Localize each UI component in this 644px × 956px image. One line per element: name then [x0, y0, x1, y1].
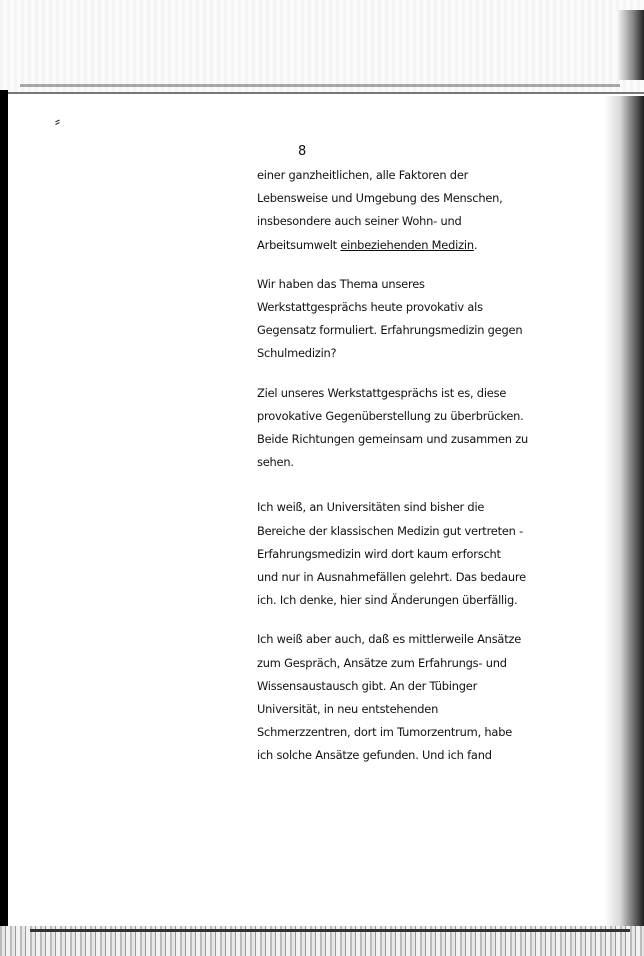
pen-mark-icon: ⸗	[55, 112, 60, 130]
paragraph-5	[257, 628, 529, 767]
text-line: Gegensatz formuliert. Erfahrungsmedizin gegen	[257, 323, 523, 338]
text-line: Schulmedizin?	[257, 346, 337, 361]
paragraph-1	[257, 164, 529, 257]
text-line: Beide Richtungen gemeinsam und zusammen zu	[257, 432, 528, 447]
scan-right-edge	[604, 96, 644, 936]
text-line: provokative Gegenüberstellung zu überbrücken.	[257, 408, 524, 423]
text-line: Universität, in neu entstehenden	[257, 702, 439, 717]
text-line: Erfahrungsmedizin wird dort kaum erforscht	[257, 546, 501, 561]
text-line: Ich weiß, an Universitäten sind bisher die	[257, 500, 485, 515]
text-line: einer ganzheitlichen, alle Faktoren der	[257, 168, 469, 182]
text-line: Wissensaustausch gibt. An der Tübinger	[257, 678, 478, 693]
paragraph-2	[257, 273, 529, 366]
text-line: ich. Ich denke, hier sind Änderungen überfällig.	[257, 593, 518, 608]
scan-top-line	[20, 84, 620, 87]
text-line: Schmerzzentren, dort im Tumorzentrum, habe	[257, 725, 513, 740]
text-line: Werkstattgesprächs heute provokativ als	[257, 300, 483, 315]
scan-left-edge	[0, 90, 8, 956]
text-line: Ich weiß aber auch, daß es mittlerweile Ansätze	[257, 632, 522, 647]
scan-top-edge	[0, 0, 644, 94]
text-line: ich solche Ansätze gefunden. Und ich fand	[257, 748, 492, 763]
text-line: Lebensweise und Umgebung des Menschen,	[257, 191, 503, 206]
text-line-suffix: .	[473, 237, 478, 252]
scan-right-corner	[616, 10, 644, 80]
text-line: sehen.	[257, 455, 294, 470]
document-body	[257, 164, 529, 784]
text-line: Ziel unseres Werkstattgesprächs ist es, diese	[257, 385, 507, 400]
text-line-prefix: Arbeitsumwelt	[257, 237, 341, 252]
page-number: 8	[298, 144, 307, 159]
paragraph-4	[257, 496, 529, 612]
scan-bottom-line	[30, 929, 630, 932]
text-line: zum Gespräch, Ansätze zum Erfahrungs- und	[257, 655, 507, 670]
text-line	[257, 234, 529, 257]
text-line: und nur in Ausnahmefällen gelehrt. Das bedaure	[257, 570, 526, 585]
paragraph-3	[257, 382, 529, 475]
text-line: insbesondere auch seiner Wohn- und	[257, 214, 462, 229]
text-line: Wir haben das Thema unseres	[257, 276, 425, 291]
underlined-phrase: einbeziehenden Medizin	[340, 237, 474, 252]
text-line: Bereiche der klassischen Medizin gut vertreten -	[257, 523, 524, 538]
